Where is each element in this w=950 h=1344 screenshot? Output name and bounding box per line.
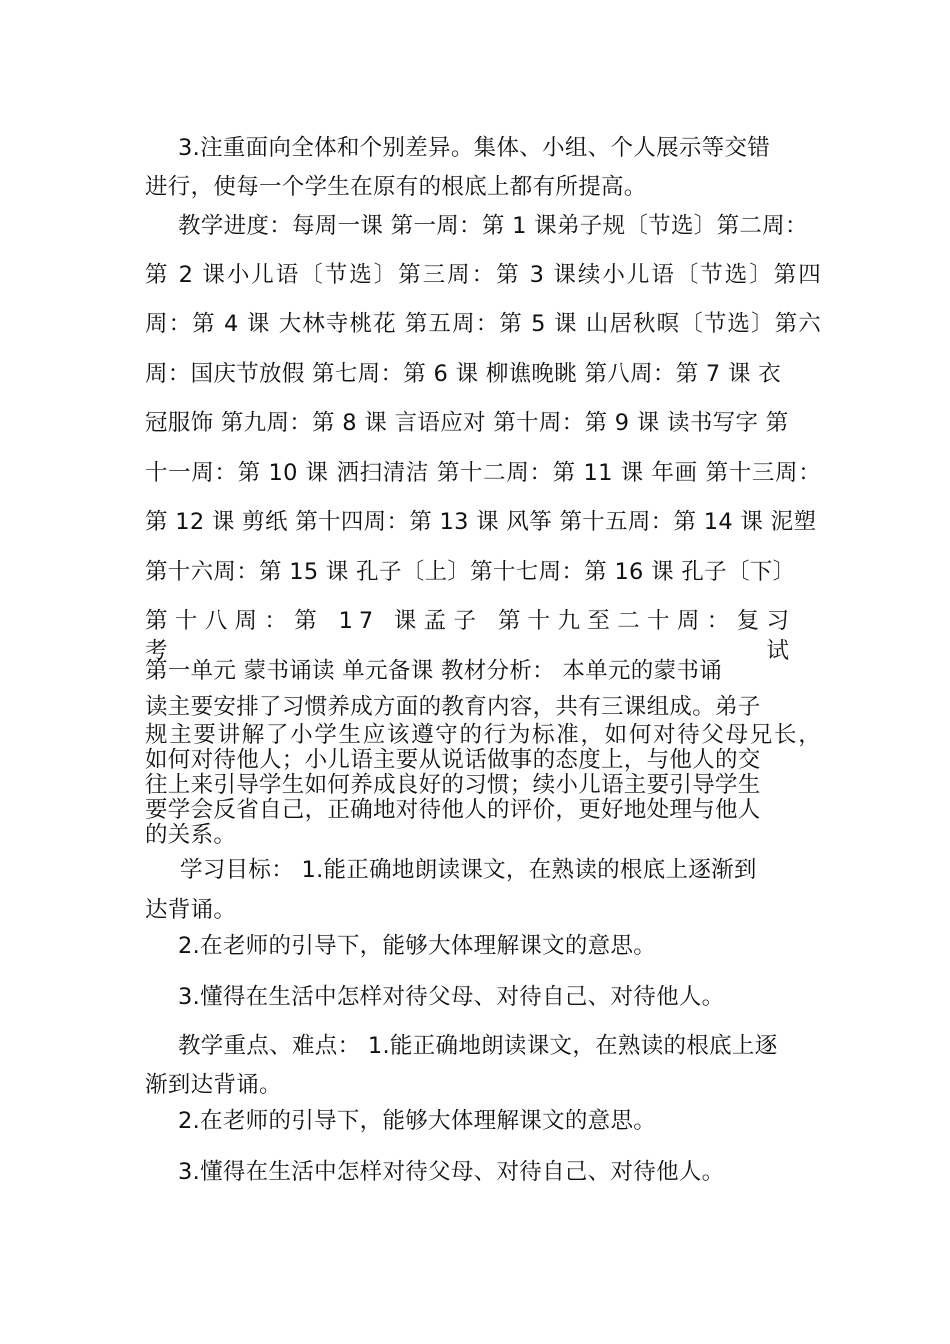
paragraph-line: 第一单元 蒙书诵读 单元备课 教材分析： 本单元的蒙书诵: [145, 658, 723, 684]
paragraph-line: 3.懂得在生活中怎样对待父母、对待自己、对待他人。: [178, 1159, 725, 1185]
paragraph-line: 第十八周：第 17 课孟子 第十九至二十周：复习考试: [145, 608, 795, 664]
paragraph-line: 第十六周：第 15 课 孔子〔上〕第十七周：第 16 课 孔子〔下〕: [145, 559, 796, 585]
paragraph-line: 读主要安排了习惯养成方面的教育内容，共有三课组成。弟子: [145, 694, 761, 720]
paragraph-line: 如何对待他人；小儿语主要从说话做事的态度上，与他人的交: [145, 747, 761, 773]
paragraph-line: 达背诵。: [145, 897, 237, 923]
paragraph-line: 学习目标： 1.能正确地朗读课文，在熟读的根底上逐渐到: [180, 857, 757, 883]
paragraph-line: 往上来引导学生如何养成良好的习惯；续小儿语主要引导学生: [145, 772, 761, 798]
paragraph-line: 进行，使每一个学生在原有的根底上都有所提高。: [145, 174, 647, 200]
paragraph-line: 周：国庆节放假 第七周：第 6 课 柳谯晚眺 第八周：第 7 课 衣: [145, 361, 782, 387]
paragraph-line: 2.在老师的引导下，能够大体理解课文的意思。: [178, 933, 657, 959]
paragraph-line: 渐到达背诵。: [145, 1072, 282, 1098]
paragraph-line: 3.懂得在生活中怎样对待父母、对待自己、对待他人。: [178, 984, 725, 1010]
paragraph-line: 教学进度：每周一课 第一周：第 1 课弟子规〔节选〕第二周：: [178, 213, 808, 239]
paragraph-line: 教学重点、难点： 1.能正确地朗读课文，在熟读的根底上逐: [178, 1033, 778, 1059]
paragraph-line: 要学会反省自己，正确地对待他人的评价，更好地处理与他人: [145, 797, 761, 823]
paragraph-line: 2.在老师的引导下，能够大体理解课文的意思。: [178, 1108, 657, 1134]
paragraph-line: 周：第 4 课 大林寺桃花 第五周：第 5 课 山居秋暝〔节选〕第六: [145, 311, 821, 337]
paragraph-line: 的关系。: [145, 822, 237, 848]
paragraph-line: 规主要讲解了小学生应该遵守的行为标准，如何对待父母兄长，: [145, 722, 821, 748]
paragraph-line: 第 12 课 剪纸 第十四周：第 13 课 风筝 第十五周：第 14 课 泥塑: [145, 509, 817, 535]
paragraph-line: 冠服饰 第九周：第 8 课 言语应对 第十周：第 9 课 读书写字 第: [145, 410, 789, 436]
paragraph-line: 3.注重面向全体和个别差异。集体、小组、个人展示等交错: [178, 135, 771, 161]
paragraph-line: 第 2 课小儿语〔节选〕第三周：第 3 课续小儿语〔节选〕第四: [145, 262, 821, 288]
paragraph-line: 十一周：第 10 课 洒扫清洁 第十二周：第 11 课 年画 第十三周：: [145, 460, 821, 486]
